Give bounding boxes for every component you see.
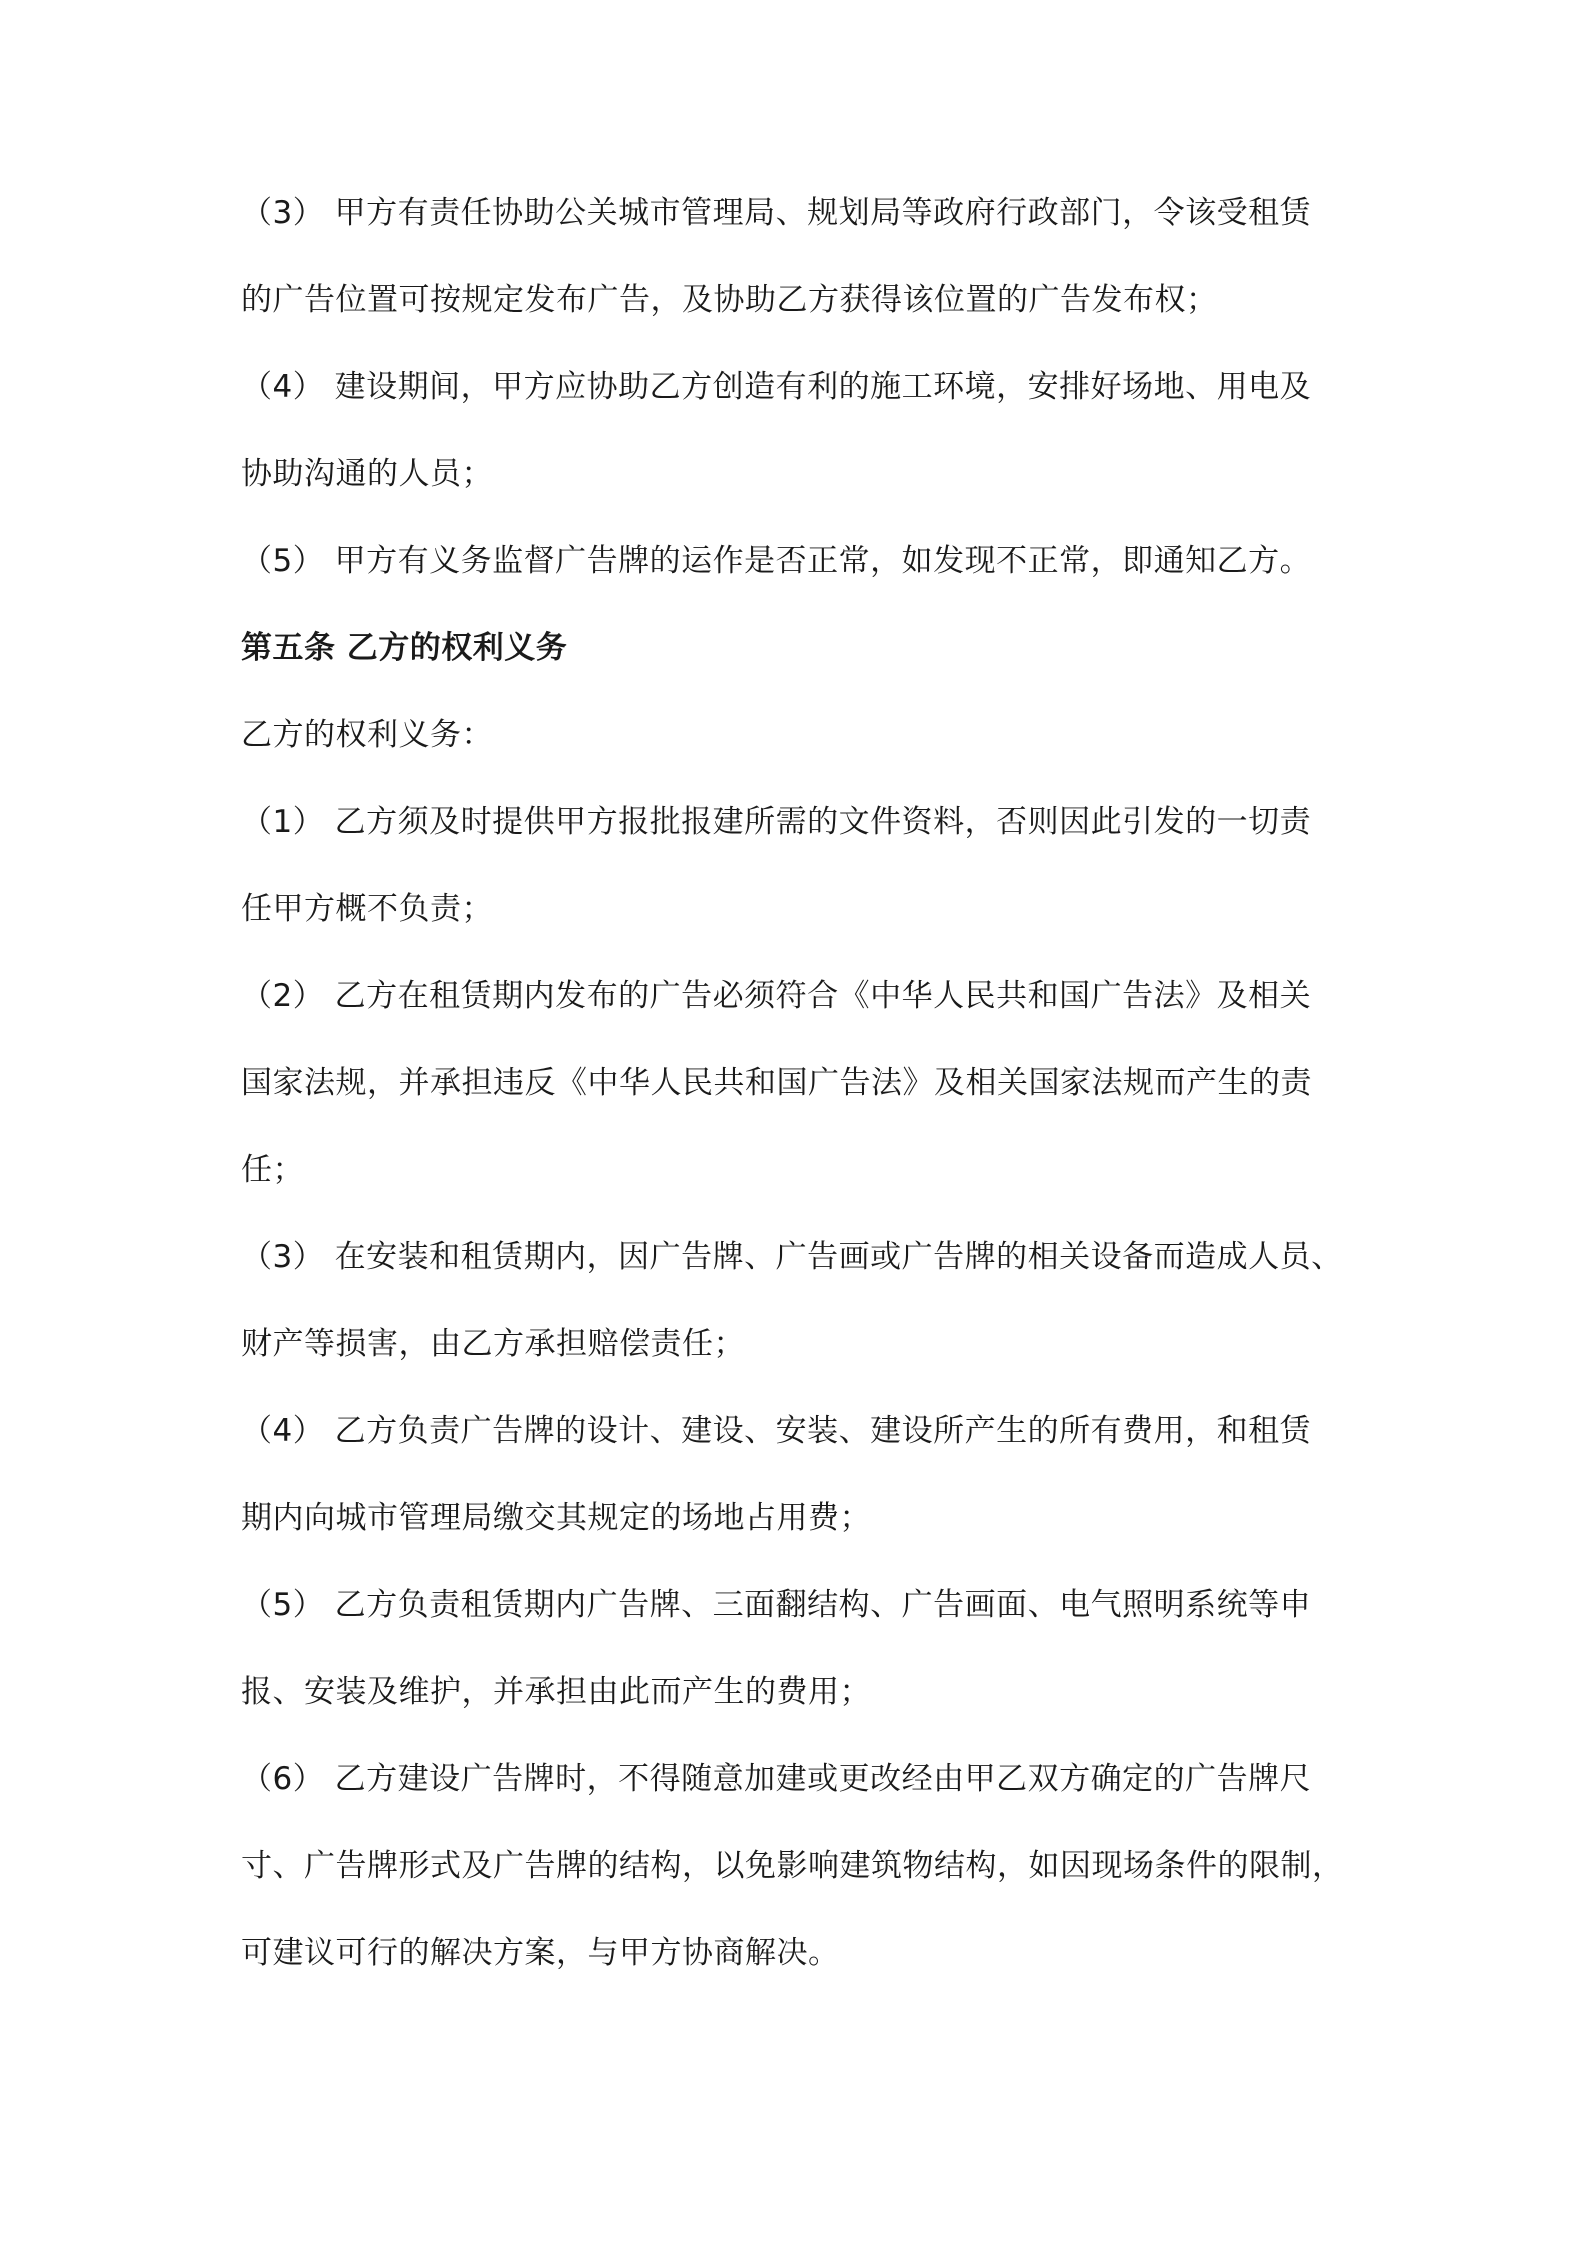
duty-item-3-line-1: （3） 在安装和租赁期内，因广告牌、广告画或广告牌的相关设备而造成人员、	[241, 1239, 1343, 1275]
duty-item-2-line-3: 任；	[241, 1152, 304, 1188]
clause-item-3-line-1: （3） 甲方有责任协助公关城市管理局、规划局等政府行政部门，令该受租赁	[241, 195, 1312, 231]
duty-item-4-line-1: （4） 乙方负责广告牌的设计、建设、安装、建设所产生的所有费用，和租赁	[241, 1413, 1312, 1449]
section-intro: 乙方的权利义务：	[241, 717, 493, 753]
duty-item-2-line-2: 国家法规，并承担违反《中华人民共和国广告法》及相关国家法规而产生的责	[241, 1065, 1312, 1101]
duty-item-4-line-2: 期内向城市管理局缴交其规定的场地占用费；	[241, 1500, 871, 1536]
clause-item-5-line-1: （5） 甲方有义务监督广告牌的运作是否正常，如发现不正常，即通知乙方。	[241, 543, 1312, 579]
duty-item-5-line-2: 报、安装及维护，并承担由此而产生的费用；	[241, 1674, 871, 1710]
clause-item-4-line-1: （4） 建设期间，甲方应协助乙方创造有利的施工环境，安排好场地、用电及	[241, 369, 1312, 405]
section-heading: 第五条 乙方的权利义务	[241, 630, 568, 666]
duty-item-6-line-3: 可建议可行的解决方案，与甲方协商解决。	[241, 1935, 840, 1971]
duty-item-2-line-1: （2） 乙方在租赁期内发布的广告必须符合《中华人民共和国广告法》及相关	[241, 978, 1312, 1014]
duty-item-3-line-2: 财产等损害，由乙方承担赔偿责任；	[241, 1326, 745, 1362]
duty-item-6-line-2: 寸、广告牌形式及广告牌的结构，以免影响建筑物结构，如因现场条件的限制，	[241, 1848, 1344, 1884]
duty-item-1-line-2: 任甲方概不负责；	[241, 891, 493, 927]
duty-item-5-line-1: （5） 乙方负责租赁期内广告牌、三面翻结构、广告画面、电气照明系统等申	[241, 1587, 1312, 1623]
document-body	[241, 185, 1361, 2012]
clause-item-4-line-2: 协助沟通的人员；	[241, 456, 493, 492]
clause-item-3-line-2: 的广告位置可按规定发布广告，及协助乙方获得该位置的广告发布权；	[241, 282, 1218, 318]
duty-item-6-line-1: （6） 乙方建设广告牌时，不得随意加建或更改经由甲乙双方确定的广告牌尺	[241, 1761, 1312, 1797]
duty-item-1-line-1: （1） 乙方须及时提供甲方报批报建所需的文件资料，否则因此引发的一切责	[241, 804, 1312, 840]
